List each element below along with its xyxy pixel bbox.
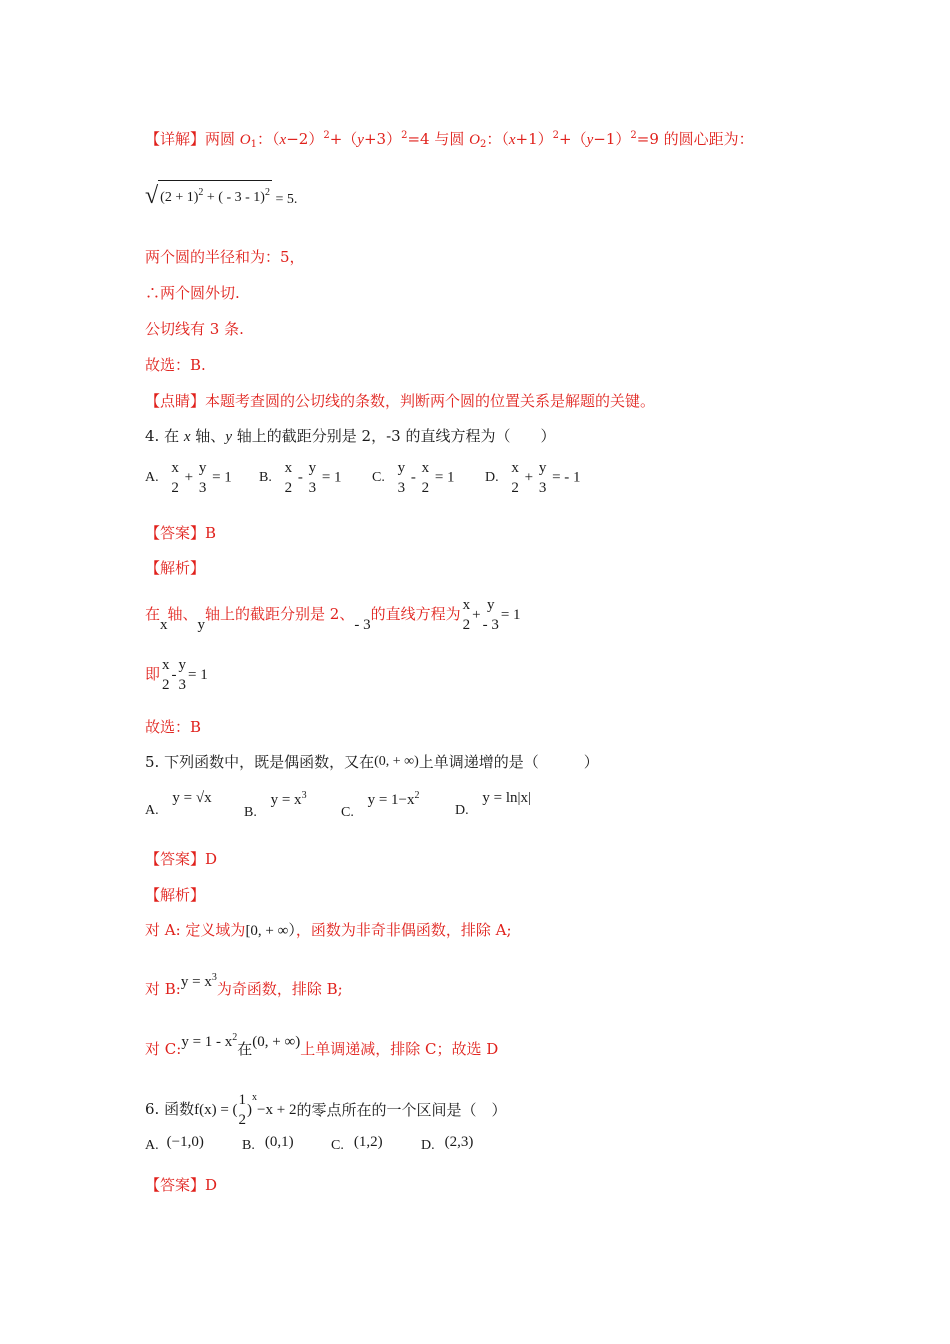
- q6-option-d: D. (2,3): [421, 1134, 474, 1153]
- q4-solution-line: 在x轴、y轴上的截距分别是 2、- 3的直线方程为 x 2 + y - 3 = 1: [145, 597, 521, 633]
- common-tangents-line: 公切线有 3 条.: [145, 320, 244, 338]
- comment-prefix: 【点睛】: [145, 392, 206, 410]
- q4-option-a: A. x 2 + y 3 = 1: [145, 460, 232, 496]
- tangent-line: ∴两个圆外切.: [145, 284, 240, 302]
- q5-analysis-heading: 【解析】: [145, 886, 206, 904]
- q4-option-b: B. x 2 - y 3 = 1: [259, 460, 342, 496]
- detail-prefix: 【详解】: [145, 130, 206, 148]
- q5-analysis-c: 对 C:y = $1 - x^2$在(0, + ∞)上单调递减，排除 C；故选 D: [145, 1032, 499, 1058]
- q5-analysis-b: 对 B:y = $x^3$为奇函数，排除 B;: [145, 972, 343, 998]
- comment-line: 【点睛】本题考查圆的公切线的条数，判断两个圆的位置关系是解题的关键。: [145, 392, 656, 410]
- q5-stem: 5. 下列函数中，既是偶函数，又在(0, + ∞)上单调递增的是（ ）: [145, 753, 599, 771]
- q6-option-b: B. (0,1): [242, 1134, 294, 1153]
- q4-answer: 【答案】B: [145, 524, 217, 542]
- q5-option-d: D. y = ln|x|: [455, 790, 532, 818]
- radius-sum-line: 两个圆的半径和为：5，: [145, 248, 305, 266]
- q5-answer: 【答案】D: [145, 850, 218, 868]
- distance-formula: √ $(2 + 1)^2$ + ( - 3 - 1)$^2$ = 5.: [145, 180, 297, 210]
- q6-option-a: A. (−1,0): [145, 1134, 204, 1153]
- q4-option-d: D. x 2 + y 3 = - 1: [485, 460, 581, 496]
- q4-analysis-heading: 【解析】: [145, 559, 206, 577]
- q4-ji-line: 即 x 2 - y 3 = 1: [145, 657, 208, 693]
- q6-option-c: C. (1,2): [331, 1134, 383, 1153]
- q5-analysis-a: 对 A: 定义域为[0, + ∞），函数为非奇非偶函数，排除 A;: [145, 921, 512, 939]
- q4-stem: 4. 在 x 轴、y 轴上的截距分别是 2，-3 的直线方程为（ ）: [145, 427, 556, 445]
- q4-option-c: C. y 3 - x 2 = 1: [372, 460, 455, 496]
- q5-option-c: C. $y = 1-x^2$: [341, 790, 420, 820]
- choose-line: 故选：B.: [145, 356, 206, 374]
- q6-stem: 6. 函数f(x) = ( 1 2 )$^x$−x + 2的零点所在的一个区间是（ ）: [145, 1092, 507, 1128]
- q5-option-a: A. y = √x: [145, 790, 212, 818]
- detail-line: 【详解】两圆 $O_1$：$(x-2)^2+(y+3)^2=4$ 与圆 $O_2$：$(x+1)^2+(y-1)^2=9$ 的圆心距为：: [145, 130, 754, 150]
- sqrt-sign: √: [145, 183, 159, 209]
- q5-option-b: B. $y = x^3$: [244, 790, 307, 820]
- q4-choose: 故选：B: [145, 718, 202, 736]
- q6-answer: 【答案】D: [145, 1176, 218, 1194]
